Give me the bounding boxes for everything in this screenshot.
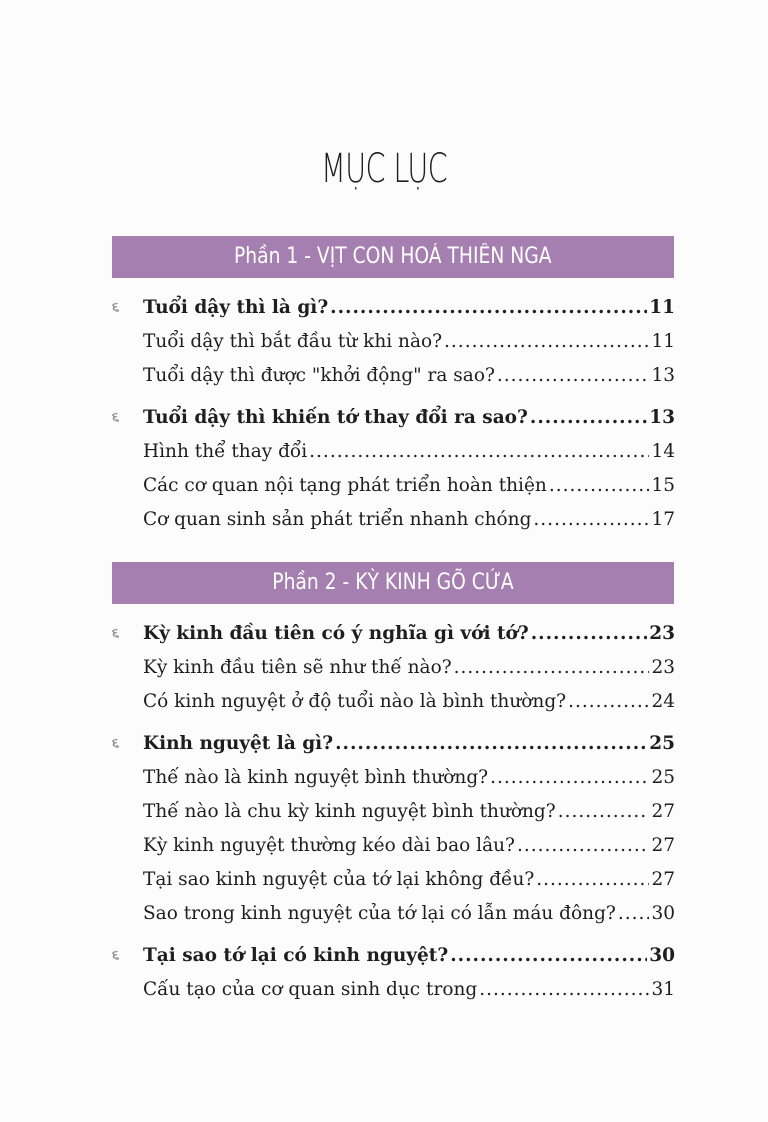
entry-title: Tại sao tớ lại có kinh nguyệt? — [143, 944, 449, 966]
entry-title: Cấu tạo của cơ quan sinh dục trong — [143, 978, 478, 1000]
dot-leader — [444, 331, 649, 352]
part-1-banner: Phần 1 - VỊT CON HOÁ THIÊN NGA — [112, 236, 674, 278]
part-2-list — [112, 616, 675, 1014]
page-number: 27 — [651, 834, 675, 856]
toc-group — [112, 400, 675, 536]
dot-leader — [530, 407, 647, 428]
toc-entry[interactable] — [112, 828, 675, 862]
page-number: 23 — [651, 656, 675, 678]
dot-leader — [479, 979, 649, 1000]
spiral-bullet-icon: ૬ — [112, 409, 120, 425]
page-number: 30 — [649, 944, 675, 966]
dot-leader — [517, 835, 650, 856]
spiral-bullet-icon: ૬ — [112, 947, 120, 963]
dot-leader — [533, 509, 649, 530]
toc-heading-entry[interactable] — [112, 616, 675, 650]
part-2-banner: Phần 2 - KỲ KINH GÕ CỬA — [112, 562, 674, 604]
dot-leader — [309, 441, 649, 462]
entry-title: Tuổi dậy thì bắt đầu từ khi nào? — [143, 330, 443, 352]
entry-title: Tại sao kinh nguyệt của tớ lại không đều? — [143, 868, 535, 890]
toc-entry[interactable] — [112, 684, 675, 718]
dot-leader — [536, 869, 649, 890]
spiral-bullet-icon: ૬ — [112, 735, 120, 751]
dot-leader — [490, 767, 649, 788]
entry-title: Kinh nguyệt là gì? — [143, 732, 334, 754]
dot-leader — [497, 365, 650, 386]
toc-group — [112, 290, 675, 392]
entry-title: Tuổi dậy thì là gì? — [143, 296, 329, 318]
toc-group — [112, 616, 675, 718]
entry-title: Thế nào là kinh nguyệt bình thường? — [143, 766, 489, 788]
spiral-bullet-icon: ૬ — [112, 625, 120, 641]
dot-leader — [531, 623, 648, 644]
page-title: MỤC LỤC — [321, 146, 447, 192]
page-number: 11 — [651, 330, 675, 352]
toc-entry[interactable] — [112, 972, 675, 1006]
page-number: 14 — [651, 440, 675, 462]
part-1-list — [112, 290, 675, 544]
toc-group — [112, 726, 675, 930]
page-number: 23 — [649, 622, 675, 644]
entry-title: Kỳ kinh nguyệt thường kéo dài bao lâu? — [143, 834, 515, 856]
entry-title: Các cơ quan nội tạng phát triển hoàn thiện — [143, 474, 547, 496]
entry-title: Tuổi dậy thì được "khởi động" ra sao? — [143, 364, 495, 386]
entry-title: Kỳ kinh đầu tiên sẽ như thế nào? — [143, 656, 452, 678]
toc-entry[interactable] — [112, 324, 675, 358]
entry-title: Tuổi dậy thì khiến tớ thay đổi ra sao? — [143, 406, 528, 428]
dot-leader — [549, 475, 650, 496]
toc-group — [112, 938, 675, 1006]
dot-leader — [618, 903, 650, 924]
page-number: 27 — [651, 800, 675, 822]
toc-heading-entry[interactable] — [112, 938, 675, 972]
page-number: 15 — [651, 474, 675, 496]
toc-entry[interactable] — [112, 358, 675, 392]
toc-heading-entry[interactable] — [112, 290, 675, 324]
dot-leader — [558, 801, 650, 822]
toc-entry[interactable] — [112, 468, 675, 502]
toc-entry[interactable] — [112, 760, 675, 794]
toc-entry[interactable] — [112, 434, 675, 468]
entry-title: Cơ quan sinh sản phát triển nhanh chóng — [143, 508, 532, 530]
dot-leader — [568, 691, 649, 712]
dot-leader — [335, 733, 647, 754]
dot-leader — [454, 657, 650, 678]
page-number: 17 — [651, 508, 675, 530]
entry-title: Sao trong kinh nguyệt của tớ lại có lẫn máu đông? — [143, 902, 616, 924]
toc-heading-entry[interactable] — [112, 400, 675, 434]
page-number: 27 — [651, 868, 675, 890]
toc-entry[interactable] — [112, 862, 675, 896]
toc-entry[interactable] — [112, 896, 675, 930]
entry-title: Hình thể thay đổi — [143, 440, 308, 462]
toc-heading-entry[interactable] — [112, 726, 675, 760]
toc-entry[interactable] — [112, 502, 675, 536]
entry-title: Thế nào là chu kỳ kinh nguyệt bình thường? — [143, 800, 556, 822]
page-number: 25 — [651, 766, 675, 788]
dot-leader — [450, 945, 647, 966]
page-number: 24 — [651, 690, 675, 712]
toc-entry[interactable] — [112, 650, 675, 684]
toc-entry[interactable] — [112, 794, 675, 828]
spiral-bullet-icon: ૬ — [112, 299, 120, 315]
page-number: 31 — [651, 978, 675, 1000]
page-number: 13 — [651, 364, 675, 386]
page-number: 13 — [649, 406, 675, 428]
page-number: 30 — [651, 902, 675, 924]
entry-title: Có kinh nguyệt ở độ tuổi nào là bình thường? — [143, 690, 567, 712]
entry-title: Kỳ kinh đầu tiên có ý nghĩa gì với tớ? — [143, 622, 529, 644]
page-number: 25 — [649, 732, 675, 754]
dot-leader — [330, 297, 647, 318]
page-number: 11 — [649, 296, 675, 318]
